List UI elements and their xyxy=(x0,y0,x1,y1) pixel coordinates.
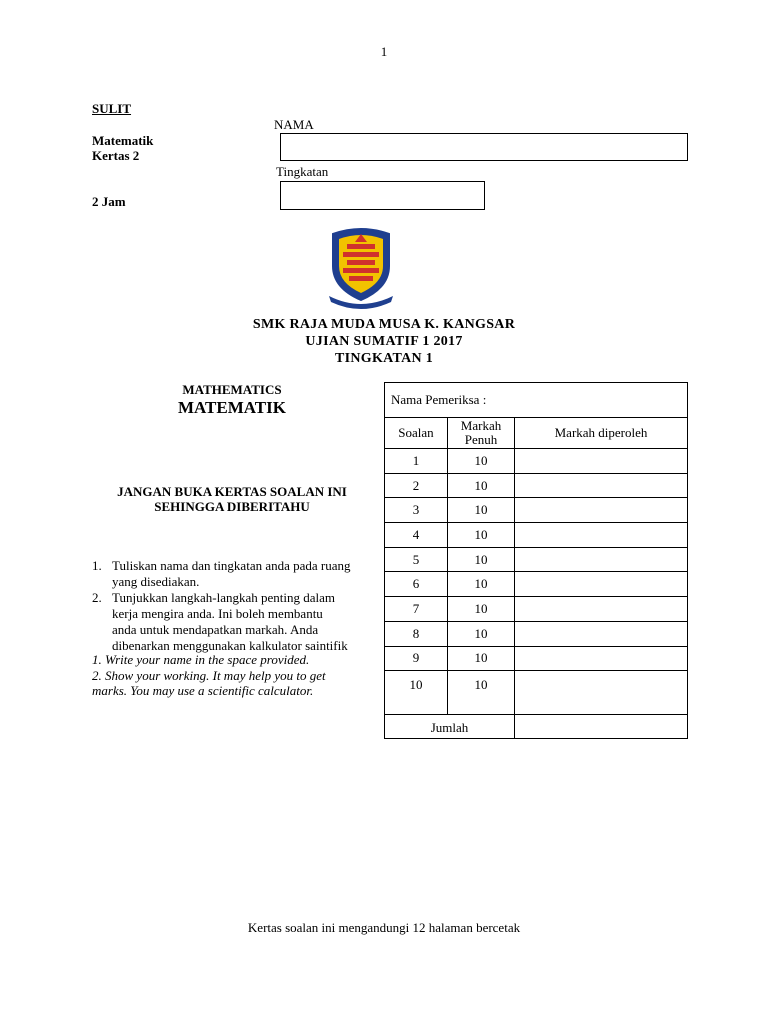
obtained-marks-cell[interactable] xyxy=(515,646,688,671)
instruction-en-2: 2. Show your working. It may help you to get xyxy=(92,668,326,683)
full-marks-cell: 10 xyxy=(448,449,515,474)
instruction-item-2 xyxy=(92,590,382,654)
duration-label: 2 Jam xyxy=(92,194,126,209)
obtained-marks-cell[interactable] xyxy=(515,621,688,646)
subject-title-en: MATHEMATICS xyxy=(182,382,282,397)
full-marks-cell: 10 xyxy=(448,547,515,572)
school-name: SMK RAJA MUDA MUSA K. KANGSAR xyxy=(252,317,516,332)
examiner-row xyxy=(385,383,688,418)
table-row xyxy=(385,449,688,474)
name-label: NAMA xyxy=(274,117,314,132)
question-number-cell: 10 xyxy=(385,671,448,715)
question-number-cell: 4 xyxy=(385,523,448,548)
full-marks-cell: 10 xyxy=(448,671,515,715)
subject-label: Matematik xyxy=(92,133,154,148)
full-marks-cell: 10 xyxy=(448,523,515,548)
table-row xyxy=(385,597,688,622)
footer-note: Kertas soalan ini mengandungi 12 halaman bercetak xyxy=(247,920,521,935)
obtained-marks-cell[interactable] xyxy=(515,498,688,523)
instruction-line: Tuliskan nama dan tingkatan anda pada ruang xyxy=(112,558,351,573)
table-row xyxy=(385,473,688,498)
full-marks-cell: 10 xyxy=(448,597,515,622)
total-label: Jumlah xyxy=(385,715,515,739)
full-marks-cell: 10 xyxy=(448,621,515,646)
table-row xyxy=(385,621,688,646)
instruction-number: 2. xyxy=(92,590,102,605)
form-level: TINGKATAN 1 xyxy=(334,351,434,366)
table-row xyxy=(385,671,688,715)
obtained-marks-cell[interactable] xyxy=(515,597,688,622)
obtained-marks-cell[interactable] xyxy=(515,473,688,498)
question-number-cell: 7 xyxy=(385,597,448,622)
instruction-line: anda untuk mendapatkan markah. Anda xyxy=(112,622,319,637)
col-full-marks-header xyxy=(448,418,515,449)
confidential-label: SULIT xyxy=(92,101,132,116)
instruction-number: 1. xyxy=(92,558,102,573)
question-number-cell: 9 xyxy=(385,646,448,671)
warning-line-2: SEHINGGA DIBERITAHU xyxy=(154,499,310,514)
col-full-line2: Penuh xyxy=(464,432,498,447)
obtained-marks-cell[interactable] xyxy=(515,449,688,474)
form-label: Tingkatan xyxy=(276,164,329,179)
form-field[interactable] xyxy=(280,181,485,210)
total-row xyxy=(385,715,688,739)
paper-label: Kertas 2 xyxy=(92,148,140,163)
question-number-cell: 8 xyxy=(385,621,448,646)
question-number-cell: 6 xyxy=(385,572,448,597)
obtained-marks-cell[interactable] xyxy=(515,572,688,597)
instruction-line: Tunjukkan langkah-langkah penting dalam xyxy=(112,590,336,605)
table-row xyxy=(385,572,688,597)
question-number-cell: 3 xyxy=(385,498,448,523)
instruction-en-3: marks. You may use a scientific calculator. xyxy=(92,683,314,698)
instruction-item-1 xyxy=(92,558,382,590)
marks-table xyxy=(384,382,688,739)
full-marks-cell: 10 xyxy=(448,473,515,498)
table-row xyxy=(385,547,688,572)
obtained-marks-cell[interactable] xyxy=(515,547,688,572)
warning-line-1: JANGAN BUKA KERTAS SOALAN INI xyxy=(117,484,347,499)
name-field[interactable] xyxy=(280,133,688,161)
table-row xyxy=(385,646,688,671)
exam-title: UJIAN SUMATIF 1 2017 xyxy=(305,334,463,349)
col-full-line1: Markah xyxy=(460,418,502,433)
full-marks-cell: 10 xyxy=(448,572,515,597)
instruction-line: dibenarkan menggunakan kalkulator saintifik xyxy=(112,638,348,653)
instruction-line: yang disediakan. xyxy=(112,574,200,589)
table-header-row xyxy=(385,418,688,449)
question-number-cell: 5 xyxy=(385,547,448,572)
full-marks-cell: 10 xyxy=(448,498,515,523)
subject-title-ms: MATEMATIK xyxy=(178,398,286,417)
question-number-cell: 2 xyxy=(385,473,448,498)
obtained-marks-cell[interactable] xyxy=(515,523,688,548)
col-question-header: Soalan xyxy=(385,418,448,449)
question-number-cell: 1 xyxy=(385,449,448,474)
total-obtained-cell[interactable] xyxy=(515,715,688,739)
instruction-line: kerja mengira anda. Ini boleh membantu xyxy=(112,606,323,621)
table-row xyxy=(385,498,688,523)
page-number: 1 xyxy=(380,44,388,59)
school-crest-logo xyxy=(325,226,397,310)
instruction-en-1: 1. Write your name in the space provided. xyxy=(92,652,310,667)
table-row xyxy=(385,523,688,548)
col-obtained-header: Markah diperoleh xyxy=(515,418,688,449)
obtained-marks-cell[interactable] xyxy=(515,671,688,715)
full-marks-cell: 10 xyxy=(448,646,515,671)
examiner-label: Nama Pemeriksa : xyxy=(385,383,688,418)
